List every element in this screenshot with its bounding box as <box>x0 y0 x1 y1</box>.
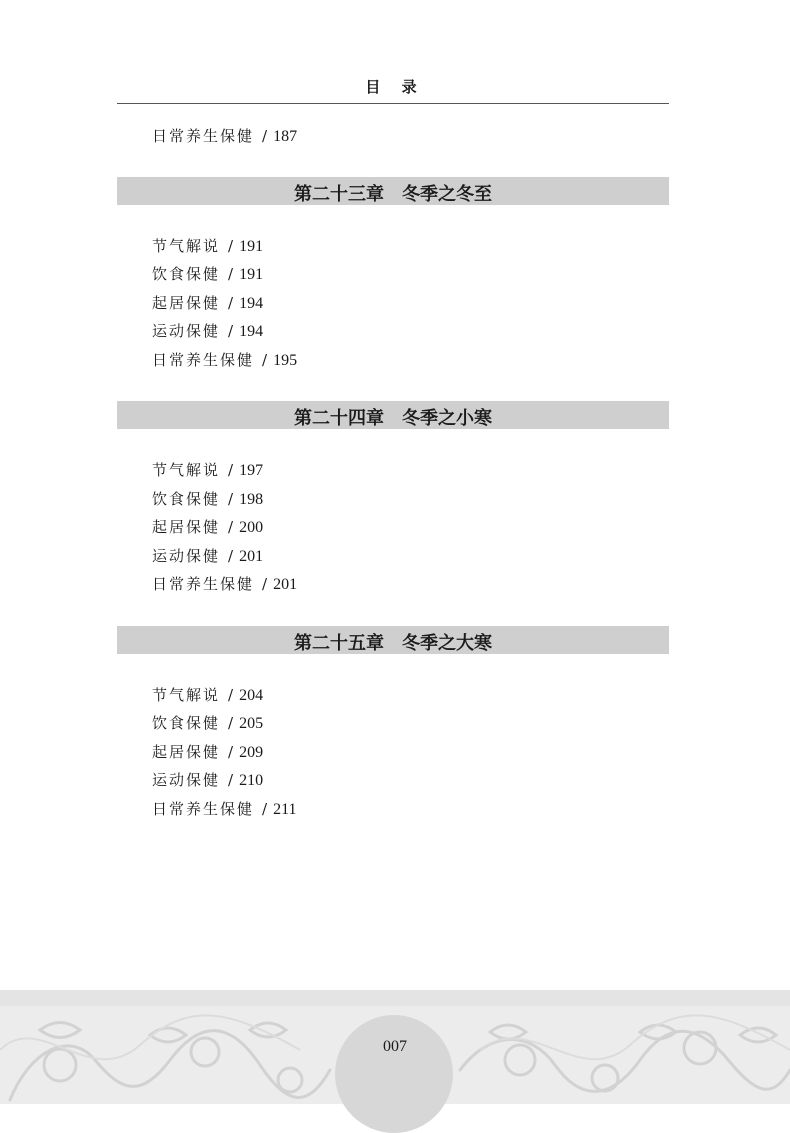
toc-entry-label: 运动保健 <box>152 771 221 789</box>
toc-entry-label: 运动保健 <box>152 547 221 565</box>
toc-entry[interactable] <box>152 126 297 147</box>
toc-entry[interactable] <box>152 350 297 371</box>
toc-entry[interactable] <box>152 517 263 538</box>
toc-entry-page: 209 <box>239 744 264 761</box>
toc-entry-page: 201 <box>273 576 298 593</box>
chapter-title: 第二十三章 冬季之冬至 <box>294 184 492 205</box>
toc-entry-separator: / <box>262 575 268 593</box>
chapter-heading-bar[interactable] <box>117 177 669 205</box>
toc-entry[interactable] <box>152 236 263 257</box>
toc-entry-label: 节气解说 <box>152 237 221 255</box>
toc-entry-separator: / <box>228 490 234 508</box>
toc-entry-label: 饮食保健 <box>152 490 221 508</box>
chapter-heading-bar[interactable] <box>117 401 669 429</box>
toc-entry-separator: / <box>262 127 268 145</box>
toc-entry-separator: / <box>228 743 234 761</box>
toc-entry[interactable] <box>152 546 263 567</box>
toc-entry-separator: / <box>228 237 234 255</box>
toc-entry[interactable] <box>152 264 263 285</box>
page-header-title: 目 录 <box>365 78 425 96</box>
toc-entry-page: 197 <box>239 462 264 479</box>
chapter-title: 第二十四章 冬季之小寒 <box>294 408 492 429</box>
toc-entry-separator: / <box>262 800 268 818</box>
toc-entry[interactable] <box>152 460 263 481</box>
toc-entry-page: 205 <box>239 715 264 732</box>
toc-entry[interactable] <box>152 770 263 791</box>
toc-entry-separator: / <box>228 547 234 565</box>
toc-entry-page: 191 <box>239 238 264 255</box>
toc-entry[interactable] <box>152 713 263 734</box>
toc-entry-page: 194 <box>239 295 264 312</box>
toc-entry-label: 运动保健 <box>152 322 221 340</box>
toc-entry-label: 日常养生保健 <box>152 127 255 145</box>
toc-entry-label: 日常养生保健 <box>152 800 255 818</box>
toc-entry[interactable] <box>152 489 263 510</box>
toc-entry-page: 211 <box>273 801 297 818</box>
toc-entry-label: 起居保健 <box>152 518 221 536</box>
toc-entry-label: 节气解说 <box>152 461 221 479</box>
toc-entry-page: 204 <box>239 687 264 704</box>
toc-entry-separator: / <box>228 518 234 536</box>
chapter-heading-bar[interactable] <box>117 626 669 654</box>
toc-entry-label: 日常养生保健 <box>152 351 255 369</box>
toc-entry-label: 起居保健 <box>152 743 221 761</box>
toc-entry-page: 187 <box>273 128 298 145</box>
toc-entry-label: 节气解说 <box>152 686 221 704</box>
toc-entry-page: 195 <box>273 352 298 369</box>
chapter-title: 第二十五章 冬季之大寒 <box>294 633 492 654</box>
toc-entry-page: 198 <box>239 491 264 508</box>
page-number: 007 <box>383 1038 407 1055</box>
toc-entry[interactable] <box>152 293 263 314</box>
toc-entry-label: 起居保健 <box>152 294 221 312</box>
toc-entry-separator: / <box>262 351 268 369</box>
toc-entry-separator: / <box>228 294 234 312</box>
toc-entry-label: 饮食保健 <box>152 265 221 283</box>
toc-entry[interactable] <box>152 685 263 706</box>
toc-entry-page: 200 <box>239 519 264 536</box>
toc-entry-separator: / <box>228 714 234 732</box>
toc-entry-page: 210 <box>239 772 264 789</box>
header-divider <box>117 103 669 104</box>
page-number-badge <box>335 1015 453 1133</box>
toc-entry-page: 201 <box>239 548 264 565</box>
toc-entry-separator: / <box>228 322 234 340</box>
toc-entry-label: 饮食保健 <box>152 714 221 732</box>
toc-entry[interactable] <box>152 799 296 820</box>
toc-entry-page: 194 <box>239 323 264 340</box>
toc-entry-page: 191 <box>239 266 264 283</box>
toc-entry-separator: / <box>228 771 234 789</box>
toc-entry[interactable] <box>152 321 263 342</box>
toc-entry[interactable] <box>152 742 263 763</box>
toc-entry-separator: / <box>228 686 234 704</box>
toc-entry[interactable] <box>152 574 297 595</box>
toc-entry-separator: / <box>228 461 234 479</box>
toc-entry-label: 日常养生保健 <box>152 575 255 593</box>
toc-entry-separator: / <box>228 265 234 283</box>
